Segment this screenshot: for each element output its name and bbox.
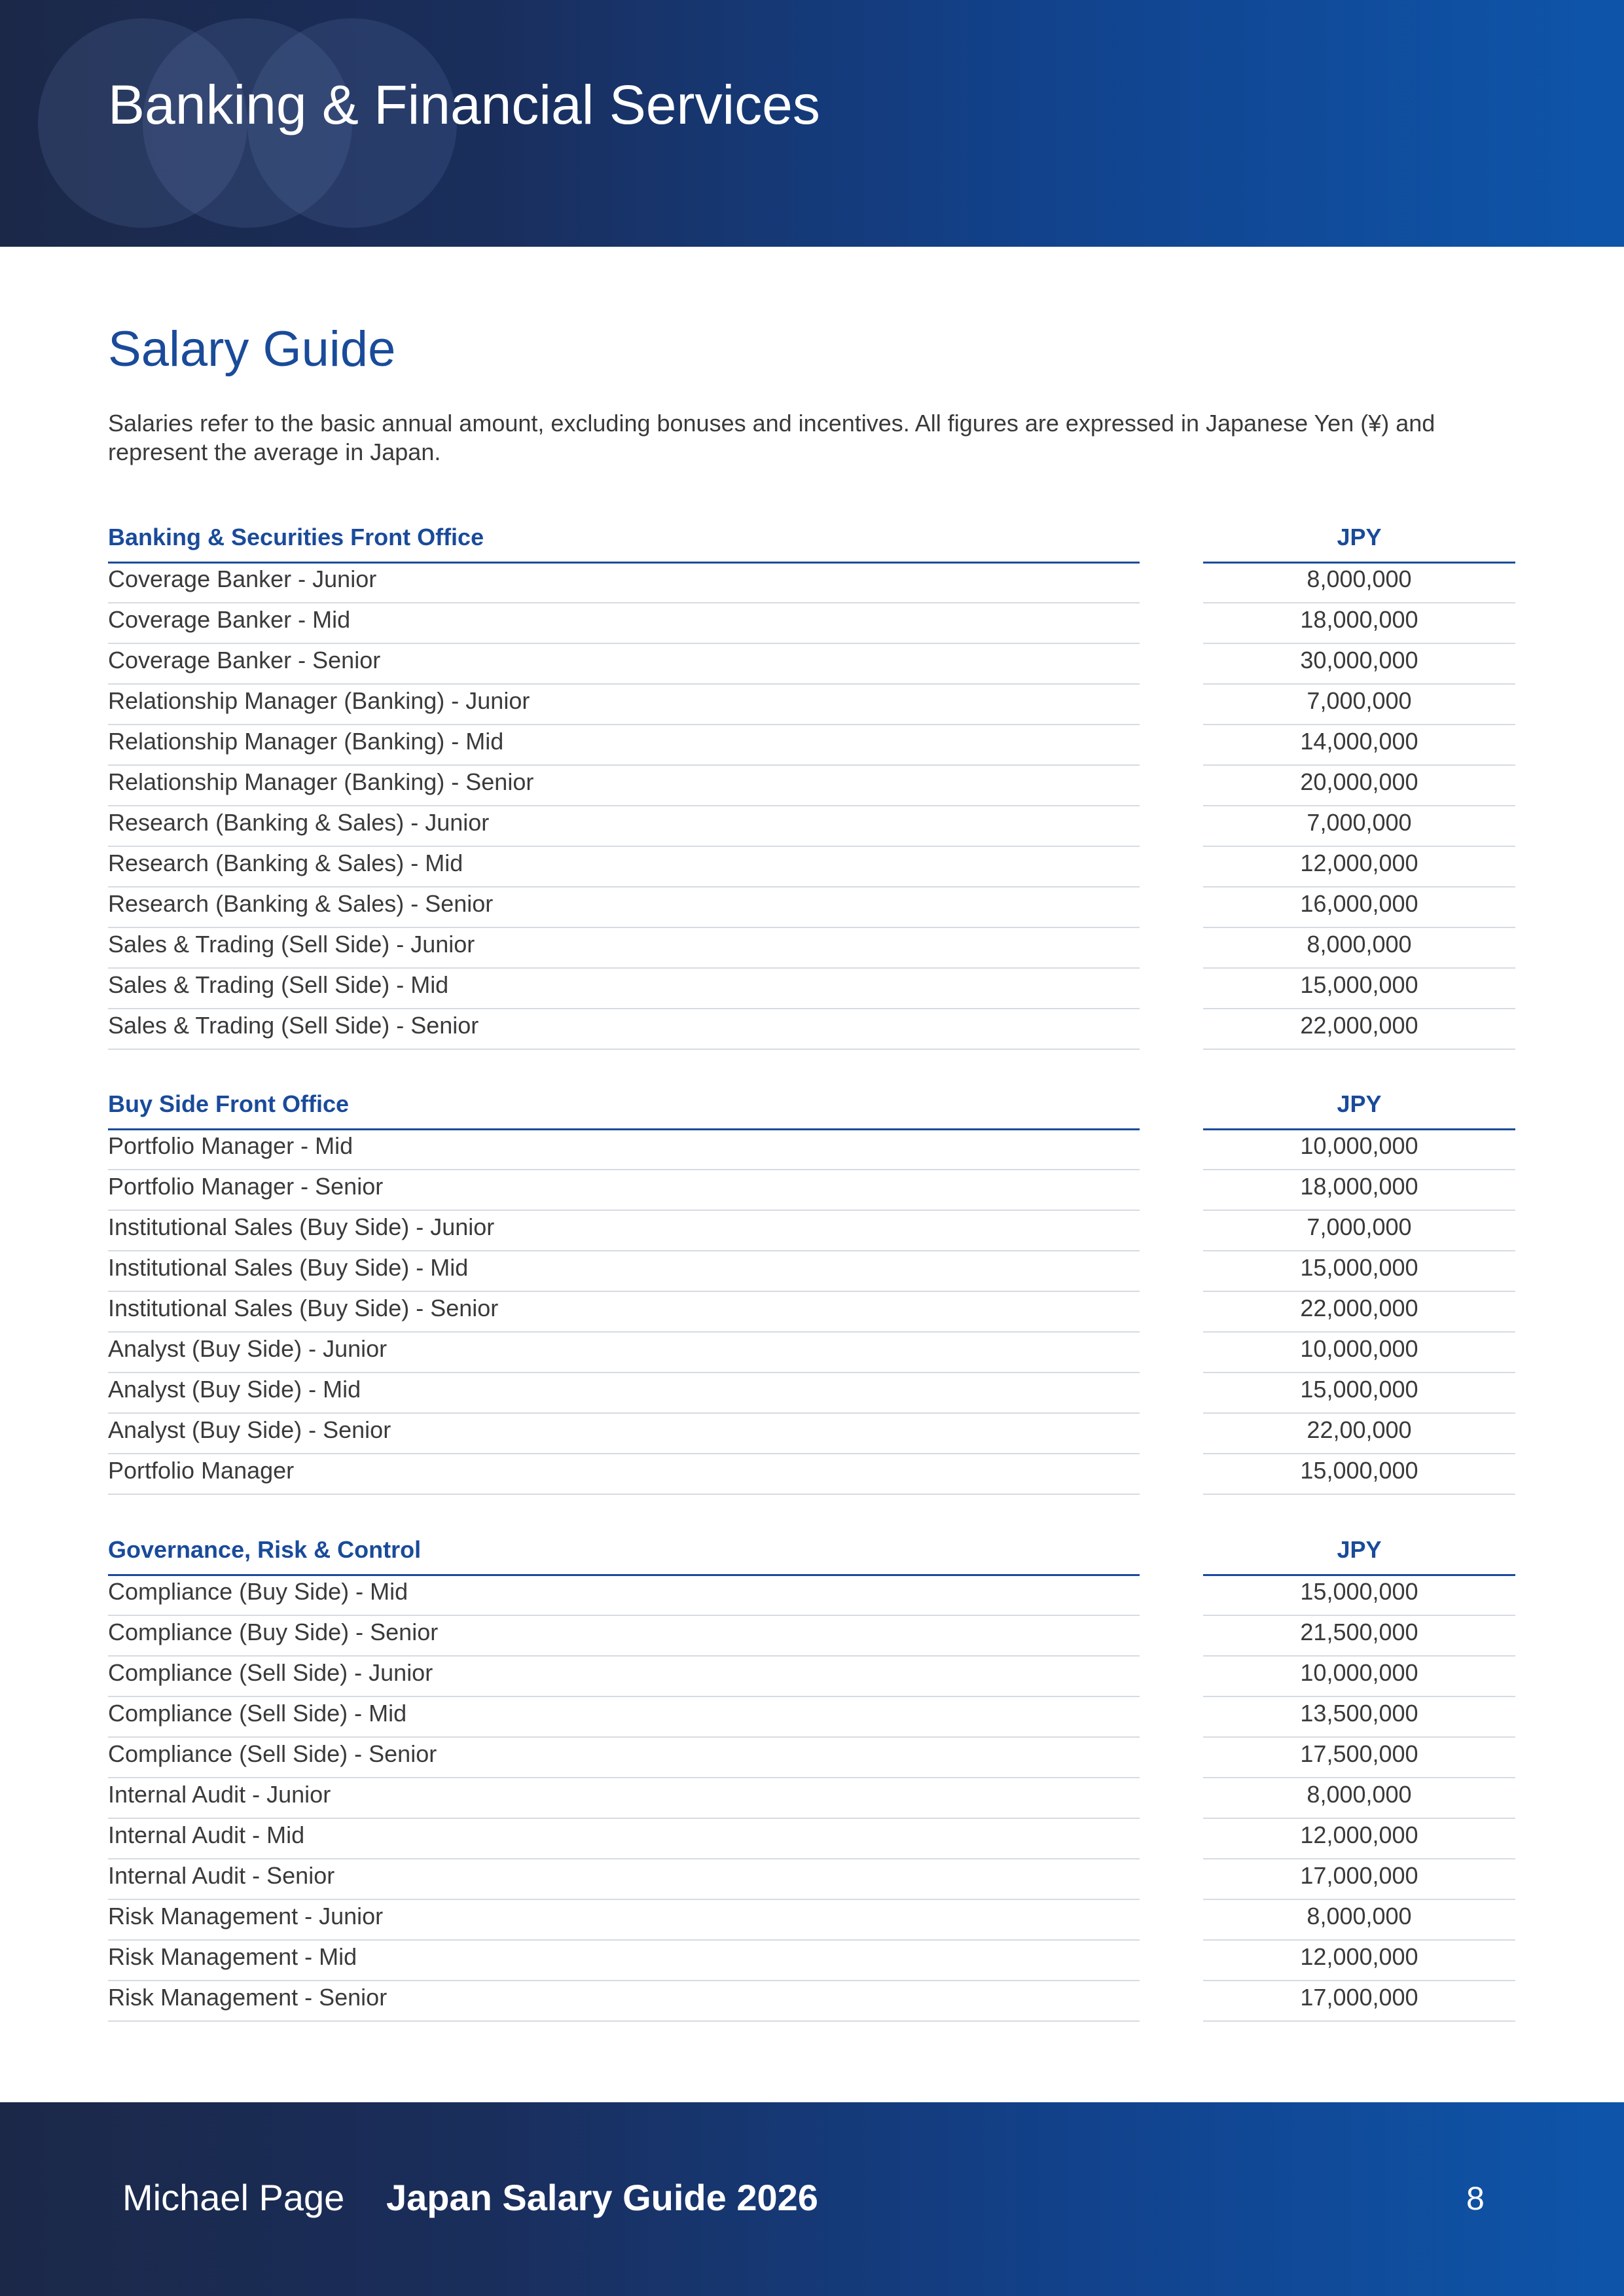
- role-cell: Compliance (Sell Side) - Junior: [108, 1657, 1140, 1697]
- salary-cell: 8,000,000: [1203, 928, 1515, 969]
- table-row: [108, 1170, 1515, 1211]
- salary-cell: 14,000,000: [1203, 725, 1515, 766]
- section-heading: Salary Guide: [108, 321, 396, 377]
- role-cell: Relationship Manager (Banking) - Senior: [108, 766, 1140, 806]
- salary-cell: 15,000,000: [1203, 969, 1515, 1009]
- table-header: [108, 1089, 1515, 1130]
- table-row: [108, 1333, 1515, 1373]
- role-cell: Institutional Sales (Buy Side) - Senior: [108, 1292, 1140, 1333]
- role-cell: Sales & Trading (Sell Side) - Senior: [108, 1009, 1140, 1050]
- role-cell: Sales & Trading (Sell Side) - Mid: [108, 969, 1140, 1009]
- salary-cell: 22,000,000: [1203, 1292, 1515, 1333]
- table-row: [108, 1414, 1515, 1454]
- table-row: [108, 603, 1515, 644]
- salary-cell: 10,000,000: [1203, 1130, 1515, 1170]
- role-cell: Portfolio Manager: [108, 1454, 1140, 1495]
- role-cell: Compliance (Buy Side) - Mid: [108, 1575, 1140, 1616]
- role-cell: Compliance (Sell Side) - Senior: [108, 1738, 1140, 1778]
- salary-cell: 8,000,000: [1203, 1778, 1515, 1819]
- salary-cell: 15,000,000: [1203, 1454, 1515, 1495]
- role-cell: Coverage Banker - Mid: [108, 603, 1140, 644]
- salary-table: [108, 522, 1515, 1050]
- salary-cell: 12,000,000: [1203, 847, 1515, 888]
- table-row: [108, 1251, 1515, 1292]
- salary-cell: 30,000,000: [1203, 644, 1515, 685]
- salary-cell: 12,000,000: [1203, 1819, 1515, 1859]
- salary-cell: 16,000,000: [1203, 888, 1515, 928]
- brand-name: Michael Page: [122, 2177, 345, 2218]
- salary-cell: 7,000,000: [1203, 1211, 1515, 1251]
- table-title: Buy Side Front Office: [108, 1089, 1140, 1130]
- role-cell: Sales & Trading (Sell Side) - Junior: [108, 928, 1140, 969]
- table-row: [108, 1211, 1515, 1251]
- role-cell: Analyst (Buy Side) - Senior: [108, 1414, 1140, 1454]
- role-cell: Compliance (Buy Side) - Senior: [108, 1616, 1140, 1657]
- table-row: [108, 1575, 1515, 1616]
- role-cell: Relationship Manager (Banking) - Mid: [108, 725, 1140, 766]
- table-row: [108, 725, 1515, 766]
- table-row: [108, 969, 1515, 1009]
- salary-cell: 8,000,000: [1203, 1900, 1515, 1941]
- salary-cell: 17,500,000: [1203, 1738, 1515, 1778]
- salary-cell: 7,000,000: [1203, 806, 1515, 847]
- role-cell: Risk Management - Junior: [108, 1900, 1140, 1941]
- role-cell: Relationship Manager (Banking) - Junior: [108, 685, 1140, 725]
- role-cell: Analyst (Buy Side) - Junior: [108, 1333, 1140, 1373]
- currency-header: JPY: [1203, 1089, 1515, 1130]
- salary-cell: 18,000,000: [1203, 603, 1515, 644]
- salary-cell: 17,000,000: [1203, 1859, 1515, 1900]
- table-row: [108, 1657, 1515, 1697]
- role-cell: Analyst (Buy Side) - Mid: [108, 1373, 1140, 1414]
- salary-table: [108, 1089, 1515, 1495]
- role-cell: Institutional Sales (Buy Side) - Junior: [108, 1211, 1140, 1251]
- role-cell: Risk Management - Mid: [108, 1941, 1140, 1981]
- role-cell: Coverage Banker - Senior: [108, 644, 1140, 685]
- table-row: [108, 1697, 1515, 1738]
- guide-name: Japan Salary Guide 2026: [386, 2177, 818, 2218]
- role-cell: Institutional Sales (Buy Side) - Mid: [108, 1251, 1140, 1292]
- role-cell: Coverage Banker - Junior: [108, 563, 1140, 603]
- salary-cell: 20,000,000: [1203, 766, 1515, 806]
- table-title: Banking & Securities Front Office: [108, 522, 1140, 564]
- table-row: [108, 1738, 1515, 1778]
- salary-cell: 15,000,000: [1203, 1373, 1515, 1414]
- table-row: [108, 1616, 1515, 1657]
- table-row: [108, 888, 1515, 928]
- table-row: [108, 928, 1515, 969]
- role-cell: Portfolio Manager - Mid: [108, 1130, 1140, 1170]
- table-row: [108, 1373, 1515, 1414]
- role-cell: Compliance (Sell Side) - Mid: [108, 1697, 1140, 1738]
- role-cell: Risk Management - Senior: [108, 1981, 1140, 2022]
- table-row: [108, 847, 1515, 888]
- table-row: [108, 1292, 1515, 1333]
- table-row: [108, 1454, 1515, 1495]
- salary-table: [108, 1535, 1515, 2022]
- salary-cell: 17,000,000: [1203, 1981, 1515, 2022]
- salary-cell: 15,000,000: [1203, 1251, 1515, 1292]
- salary-cell: 15,000,000: [1203, 1575, 1515, 1616]
- salary-cell: 22,00,000: [1203, 1414, 1515, 1454]
- salary-cell: 7,000,000: [1203, 685, 1515, 725]
- table-row: [108, 563, 1515, 603]
- salary-cell: 21,500,000: [1203, 1616, 1515, 1657]
- table-row: [108, 1130, 1515, 1170]
- table-row: [108, 1859, 1515, 1900]
- table-row: [108, 1819, 1515, 1859]
- role-cell: Internal Audit - Junior: [108, 1778, 1140, 1819]
- table-row: [108, 1778, 1515, 1819]
- role-cell: Research (Banking & Sales) - Senior: [108, 888, 1140, 928]
- currency-header: JPY: [1203, 1535, 1515, 1576]
- table-row: [108, 1941, 1515, 1981]
- salary-cell: 8,000,000: [1203, 563, 1515, 603]
- footer-banner: [0, 2102, 1624, 2296]
- salary-cell: 12,000,000: [1203, 1941, 1515, 1981]
- salary-cell: 18,000,000: [1203, 1170, 1515, 1211]
- salary-cell: 10,000,000: [1203, 1333, 1515, 1373]
- table-row: [108, 806, 1515, 847]
- page-title: Banking & Financial Services: [108, 74, 820, 135]
- header-banner: [0, 0, 1624, 247]
- salary-cell: 13,500,000: [1203, 1697, 1515, 1738]
- role-cell: Research (Banking & Sales) - Junior: [108, 806, 1140, 847]
- table-row: [108, 685, 1515, 725]
- role-cell: Internal Audit - Mid: [108, 1819, 1140, 1859]
- table-row: [108, 1981, 1515, 2022]
- currency-header: JPY: [1203, 522, 1515, 564]
- table-row: [108, 766, 1515, 806]
- intro-paragraph: Salaries refer to the basic annual amount, excluding bonuses and incentives. All figures are expressed in Japanese Yen (¥) and represent the average in Japan.: [108, 410, 1435, 465]
- salary-cell: 10,000,000: [1203, 1657, 1515, 1697]
- salary-cell: 22,000,000: [1203, 1009, 1515, 1050]
- role-cell: Portfolio Manager - Senior: [108, 1170, 1140, 1211]
- table-row: [108, 1009, 1515, 1050]
- table-header: [108, 522, 1515, 563]
- role-cell: Internal Audit - Senior: [108, 1859, 1140, 1900]
- table-row: [108, 1900, 1515, 1941]
- table-title: Governance, Risk & Control: [108, 1535, 1140, 1576]
- table-header: [108, 1535, 1515, 1575]
- page-number: 8: [1466, 2180, 1485, 2217]
- table-row: [108, 644, 1515, 685]
- role-cell: Research (Banking & Sales) - Mid: [108, 847, 1140, 888]
